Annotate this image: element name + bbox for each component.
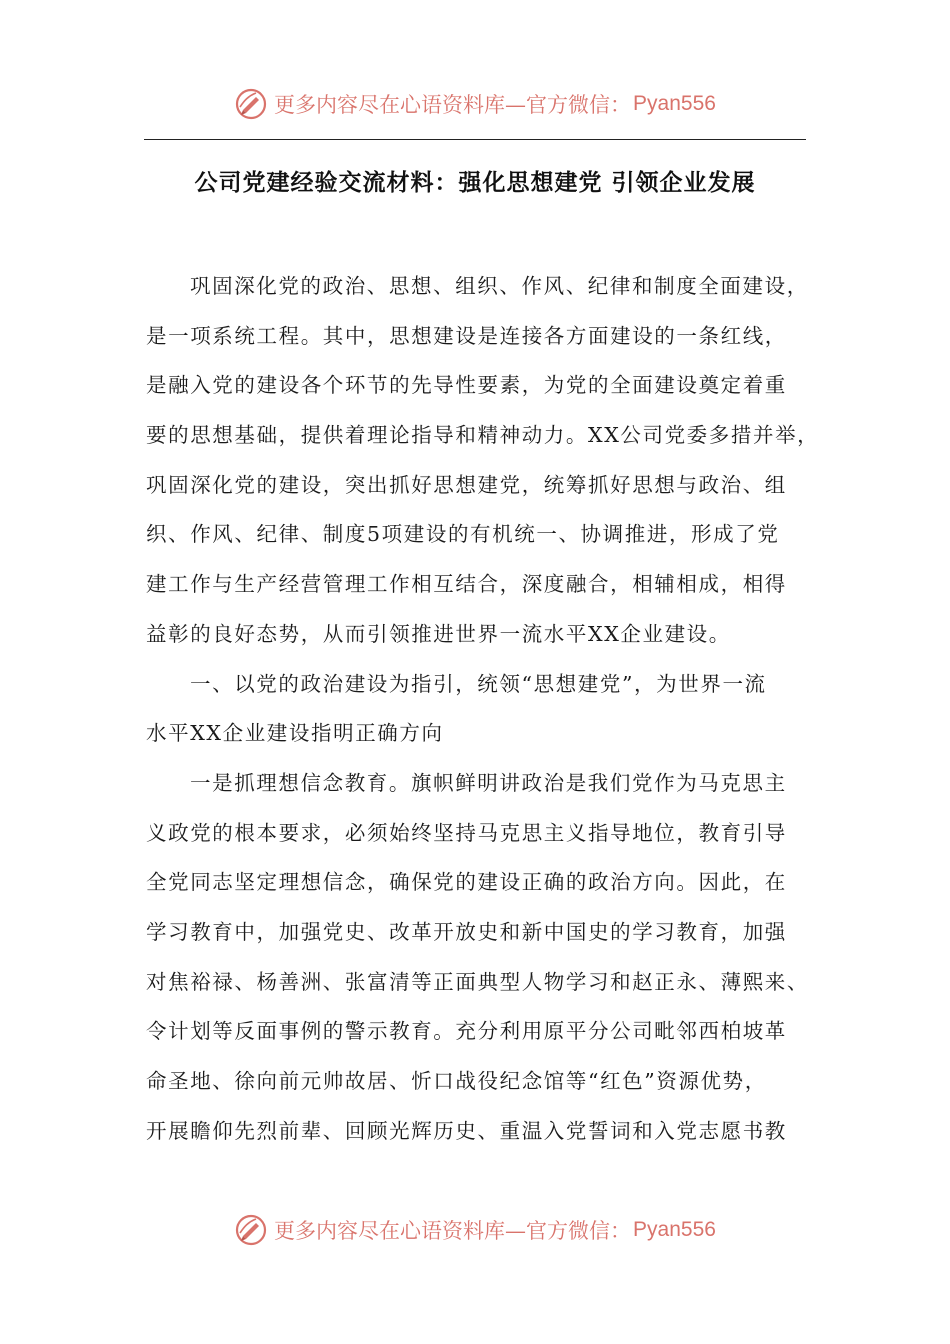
text-line: 是融入党的建设各个环节的先导性要素，为党的全面建设奠定着重 xyxy=(146,373,787,398)
footer-banner xyxy=(0,1210,950,1250)
text-line: 巩固深化党的建设，突出抓好思想建党，统筹抓好思想与政治、组 xyxy=(146,472,787,497)
text-line: 令计划等反面事例的警示教育。充分利用原平分公司毗邻西柏坡革 xyxy=(146,1019,787,1044)
text-line: 水平XX企业建设指明正确方向 xyxy=(146,721,444,746)
document-title: 公司党建经验交流材料：强化思想建党 引领企业发展 xyxy=(194,170,756,196)
text-line: 学习教育中，加强党史、改革开放史和新中国史的学习教育，加强 xyxy=(146,919,787,944)
text-line: 一、以党的政治建设为指引，统领“思想建党”，为世界一流 xyxy=(190,671,767,696)
text-line: 织、作风、纪律、制度5项建设的有机统一、协调推进，形成了党 xyxy=(146,522,780,547)
header-rule xyxy=(144,139,806,140)
pen-scroll-logo-icon xyxy=(234,87,268,121)
pen-scroll-logo-icon xyxy=(234,1213,268,1247)
text-line: 全党同志坚定理想信念，确保党的建设正确的政治方向。因此，在 xyxy=(146,870,787,895)
text-line: 要的思想基础，提供着理论指导和精神动力。XX公司党委多措并举， xyxy=(146,423,820,448)
text-line: 益彰的良好态势，从而引领推进世界一流水平XX企业建设。 xyxy=(146,621,731,646)
text-line: 义政党的根本要求，必须始终坚持马克思主义指导地位，教育引导 xyxy=(146,820,787,845)
text-line: 建工作与生产经营管理工作相互结合，深度融合，相辅相成，相得 xyxy=(146,572,787,597)
text-line: 巩固深化党的政治、思想、组织、作风、纪律和制度全面建设， xyxy=(190,274,809,298)
text-line: 命圣地、徐向前元帅故居、忻口战役纪念馆等“红色”资源优势， xyxy=(146,1069,767,1093)
text-line: 开展瞻仰先烈前辈、回顾光辉历史、重温入党誓词和入党志愿书教 xyxy=(146,1118,787,1143)
banner-wechat-id: Pyan556 xyxy=(633,92,716,115)
header-banner xyxy=(0,84,950,124)
text-line: 对焦裕禄、杨善洲、张富清等正面典型人物学习和赵正永、薄熙来、 xyxy=(146,969,809,994)
banner-wechat-id: Pyan556 xyxy=(633,1218,716,1241)
text-line: 一是抓理想信念教育。旗帜鲜明讲政治是我们党作为马克思主 xyxy=(190,770,787,795)
document-body xyxy=(146,262,820,1156)
banner-text: 更多内容尽在心语资料库—官方微信： xyxy=(274,1219,632,1243)
text-line: 是一项系统工程。其中，思想建设是连接各方面建设的一条红线， xyxy=(146,323,787,348)
banner-text: 更多内容尽在心语资料库—官方微信： xyxy=(274,93,632,117)
